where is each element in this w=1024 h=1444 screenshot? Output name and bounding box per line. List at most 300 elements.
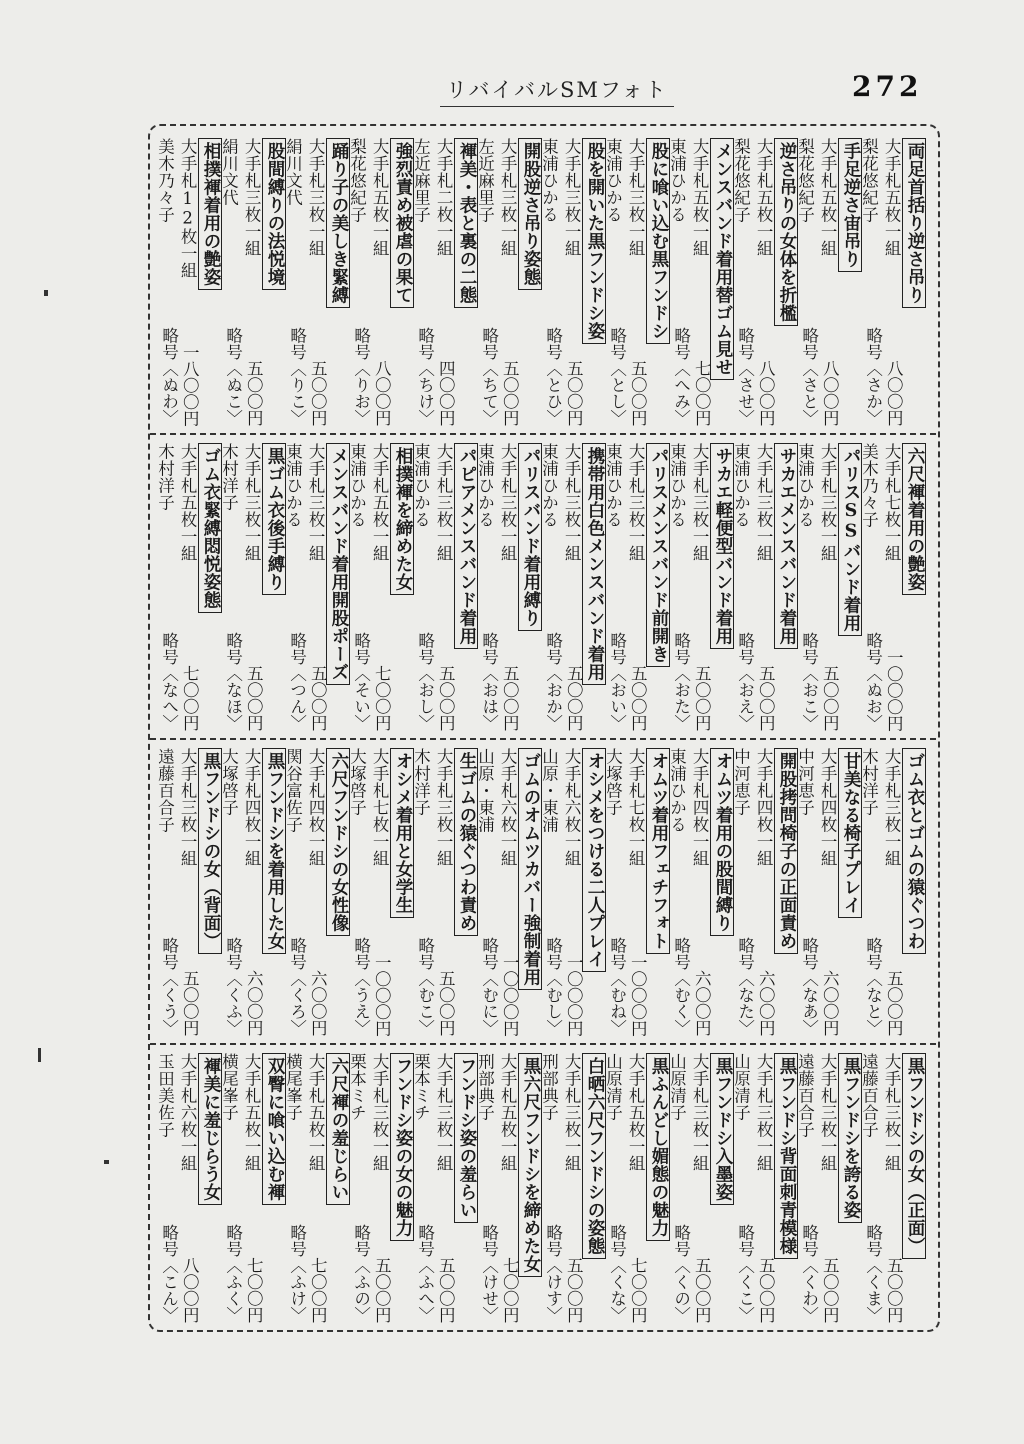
entry-set-size: 大手札三枚一組 <box>306 138 326 257</box>
entry-set-size: 大手札五枚一組 <box>882 138 902 257</box>
entry-set-size: 大手札三枚一組 <box>434 748 454 867</box>
entry-code: 略号〈けせ〉 <box>479 1224 499 1323</box>
entry-order-info <box>542 327 583 426</box>
entry-code: 略号〈ちて〉 <box>479 327 499 426</box>
entry-set-size: 大手札二枚一組 <box>434 138 454 257</box>
entry-order-info <box>542 632 583 731</box>
entry-code: 略号〈ぬお〉 <box>863 632 883 731</box>
entry-order-info <box>734 632 775 731</box>
catalog-entry <box>603 441 670 731</box>
entry-set-size: 大手札三枚一組 <box>626 443 646 562</box>
catalog-entry <box>795 746 862 1036</box>
entry-code: 略号〈くの〉 <box>671 1224 691 1323</box>
catalog-entry <box>859 441 926 731</box>
entry-price: 五〇〇円 <box>500 360 520 426</box>
entry-price: 五〇〇円 <box>692 1257 712 1323</box>
entry-code: 略号〈なと〉 <box>863 937 883 1036</box>
entry-title: 相撲褌着用の艶姿 <box>198 138 222 290</box>
entry-price: 八〇〇円 <box>180 1257 200 1323</box>
entry-set-size: 大手札六枚一組 <box>562 748 582 867</box>
entry-model: 横尾峯子 <box>219 1053 239 1121</box>
entry-price: 一八〇〇円 <box>180 343 200 426</box>
entry-order-info <box>222 327 263 426</box>
entry-price: 五〇〇円 <box>564 665 584 731</box>
entry-title: 六尺フンドシの女性像 <box>326 748 350 936</box>
entry-set-size: 大手札三枚一組 <box>242 138 262 257</box>
entry-order-info <box>670 327 711 426</box>
entry-title: 逆さ吊りの女体を折檻 <box>774 138 798 326</box>
catalog-entry <box>731 136 798 426</box>
entry-model: 玉田美佐子 <box>155 1053 175 1138</box>
band-divider <box>150 738 936 740</box>
entry-model: 美木乃々子 <box>859 443 879 528</box>
entry-model: 左近麻里子 <box>411 138 431 223</box>
catalog-entry <box>539 441 606 731</box>
entry-model: 東浦ひかる <box>539 138 559 223</box>
entry-model: 東浦ひかる <box>347 443 367 528</box>
entry-price: 五〇〇円 <box>756 1257 776 1323</box>
entry-title: メンスバンド着用開股ポーズ <box>326 443 350 685</box>
entry-title: 黒ふんどし媚態の魅力 <box>646 1053 670 1241</box>
entry-code: 略号〈とし〉 <box>607 327 627 426</box>
entry-title: 褌美・表と裏の二態 <box>454 138 478 308</box>
entry-set-size: 大手札三枚一組 <box>562 138 582 257</box>
entry-order-info <box>158 632 199 731</box>
catalog-entry <box>411 136 478 426</box>
entry-model: 東浦ひかる <box>667 748 687 833</box>
entry-order-info <box>606 937 647 1036</box>
entry-set-size: 大手札三枚一組 <box>818 443 838 562</box>
entry-model: 梨花悠紀子 <box>859 138 879 223</box>
entry-order-info <box>734 1224 775 1323</box>
entry-code: 略号〈ちけ〉 <box>415 327 435 426</box>
entry-model: 東浦ひかる <box>283 443 303 528</box>
entry-order-info <box>862 1224 903 1323</box>
catalog-entry <box>667 441 734 731</box>
entry-code: 略号〈くふ〉 <box>223 937 243 1036</box>
entry-model: 木村洋子 <box>155 443 175 511</box>
entry-title: 黒フンドシの女（背面） <box>198 748 222 954</box>
catalog-entry <box>795 136 862 426</box>
entry-order-info <box>862 937 903 1036</box>
entry-price: 五〇〇円 <box>436 665 456 731</box>
catalog-entry <box>475 441 542 731</box>
entry-code: 略号〈くろ〉 <box>287 937 307 1036</box>
entry-code: 略号〈うえ〉 <box>351 937 371 1036</box>
catalog-entry <box>347 441 414 731</box>
entry-model: 左近麻里子 <box>475 138 495 223</box>
catalog-entry <box>219 746 286 1036</box>
entry-title: ゴムのオムツカバー強制着用 <box>518 748 542 990</box>
entry-code: 略号〈おか〉 <box>543 632 563 731</box>
entry-order-info <box>478 937 519 1036</box>
entry-set-size: 大手札五枚一組 <box>370 443 390 562</box>
entry-set-size: 大手札六枚一組 <box>178 1053 198 1172</box>
entry-order-info <box>478 632 519 731</box>
entry-model: 木村洋子 <box>219 443 239 511</box>
entry-code: 略号〈ふく〉 <box>223 1224 243 1323</box>
entry-model: 栗本ミチ <box>347 1053 367 1121</box>
catalog-entry <box>411 1051 478 1323</box>
entry-set-size: 大手札三枚一組 <box>306 443 326 562</box>
entry-order-info <box>222 1224 263 1323</box>
entry-code: 略号〈おい〉 <box>607 632 627 731</box>
entry-set-size: 大手札七枚一組 <box>370 748 390 867</box>
entry-title: サカエメンスバンド着用 <box>774 443 798 649</box>
entry-title: 甘美なる椅子プレイ <box>838 748 862 918</box>
entry-model: 刑部典子 <box>475 1053 495 1121</box>
entry-code: 略号〈くう〉 <box>159 937 179 1036</box>
entry-set-size: 大手札三枚一組 <box>690 443 710 562</box>
entry-set-size: 大手札三枚一組 <box>754 1053 774 1172</box>
entry-title: パリスメンスバンド前開き <box>646 443 670 667</box>
entry-price: 七〇〇円 <box>180 665 200 731</box>
entry-title: 黒フンドシを誇る姿 <box>838 1053 862 1223</box>
entry-order-info <box>286 1224 327 1323</box>
entry-title: パピアメンスバンド着用 <box>454 443 478 649</box>
catalog-entry <box>283 746 350 1036</box>
entry-order-info <box>158 327 199 426</box>
entry-order-info <box>478 327 519 426</box>
entry-code: 略号〈なあ〉 <box>799 937 819 1036</box>
entry-price: 五〇〇円 <box>308 665 328 731</box>
entry-set-size: 大手札三枚一組 <box>690 1053 710 1172</box>
entry-model: 東浦ひかる <box>603 443 623 528</box>
entry-model: 梨花悠紀子 <box>731 138 751 223</box>
entry-code: 略号〈ふの〉 <box>351 1224 371 1323</box>
page-number: 272 <box>852 70 923 103</box>
entry-model: 横尾峯子 <box>283 1053 303 1121</box>
margin-mark <box>38 1048 41 1062</box>
entry-title: 白晒六尺フンドシの姿態 <box>582 1053 606 1259</box>
entry-price: 五〇〇円 <box>884 1257 904 1323</box>
entry-order-info <box>414 327 455 426</box>
entry-order-info <box>414 632 455 731</box>
entry-title: オムツ着用フェチフォト <box>646 748 670 954</box>
entry-price: 五〇〇円 <box>564 360 584 426</box>
entry-title: 開股拷問椅子の正面責め <box>774 748 798 954</box>
entry-price: 六〇〇円 <box>308 970 328 1036</box>
entry-order-info <box>862 327 903 426</box>
catalog-entry <box>475 746 542 1036</box>
entry-set-size: 大手札五枚一組 <box>754 138 774 257</box>
entry-order-info <box>606 1224 647 1323</box>
entry-title: 黒ゴム衣後手縛り <box>262 443 286 595</box>
entry-model: 東浦ひかる <box>667 138 687 223</box>
entry-order-info <box>350 632 391 731</box>
entry-title: 両足首括り逆さ吊り <box>902 138 926 308</box>
entry-title: フンドシ姿の女の魅力 <box>390 1053 414 1241</box>
entry-code: 略号〈おた〉 <box>671 632 691 731</box>
entry-order-info <box>350 327 391 426</box>
entry-set-size: 大手札四枚一組 <box>818 748 838 867</box>
entry-set-size: 大手札五枚一組 <box>690 138 710 257</box>
entry-order-info <box>478 1224 519 1323</box>
catalog-entry <box>347 746 414 1036</box>
entry-title: 双臀に喰い込む褌 <box>262 1053 286 1205</box>
entry-title: ゴム衣緊縛悶悦姿態 <box>198 443 222 613</box>
entry-title: パリスバンド着用縛り <box>518 443 542 631</box>
entry-title: 黒フンドシを着用した女 <box>262 748 286 954</box>
entry-code: 略号〈そい〉 <box>351 632 371 731</box>
entry-model: 東浦ひかる <box>539 443 559 528</box>
catalog-entry <box>603 746 670 1036</box>
entry-title: 黒フンドシ入墨姿 <box>710 1053 734 1205</box>
catalog-entry <box>155 441 222 731</box>
entry-model: 刑部典子 <box>539 1053 559 1121</box>
entry-code: 略号〈むこ〉 <box>415 937 435 1036</box>
entry-set-size: 大手札六枚一組 <box>498 748 518 867</box>
entry-code: 略号〈おは〉 <box>479 632 499 731</box>
margin-mark <box>44 290 48 296</box>
entry-price: 五〇〇円 <box>436 970 456 1036</box>
catalog-band-4 <box>155 1051 926 1323</box>
catalog-entry <box>539 746 606 1036</box>
entry-order-info <box>606 327 647 426</box>
entry-model: 東浦ひかる <box>667 443 687 528</box>
entry-order-info <box>734 327 775 426</box>
entry-price: 六〇〇円 <box>820 970 840 1036</box>
entry-model: 梨花悠紀子 <box>795 138 815 223</box>
entry-price: 七〇〇円 <box>500 1257 520 1323</box>
entry-order-info <box>158 937 199 1036</box>
catalog-entry <box>667 136 734 426</box>
entry-order-info <box>286 327 327 426</box>
catalog-entry <box>283 136 350 426</box>
entry-code: 略号〈ぬわ〉 <box>159 327 179 426</box>
entry-price: 七〇〇円 <box>308 1257 328 1323</box>
entry-order-info <box>350 1224 391 1323</box>
entry-price: 六〇〇円 <box>756 970 776 1036</box>
entry-set-size: 大手札三枚一組 <box>498 443 518 562</box>
entry-title: 六尺褌の羞じらい <box>326 1053 350 1205</box>
entry-model: 山原清子 <box>667 1053 687 1121</box>
entry-code: 略号〈くま〉 <box>863 1224 883 1323</box>
entry-code: 略号〈つん〉 <box>287 632 307 731</box>
entry-model: 遠藤百合子 <box>155 748 175 833</box>
entry-model: 東浦ひかる <box>411 443 431 528</box>
entry-model: 山原清子 <box>731 1053 751 1121</box>
catalog-entry <box>859 1051 926 1323</box>
entry-model: 大塚啓子 <box>347 748 367 816</box>
entry-title: 相撲褌を締めた女 <box>390 443 414 595</box>
entry-model: 大塚啓子 <box>603 748 623 816</box>
entry-code: 略号〈さか〉 <box>863 327 883 426</box>
entry-code: 略号〈けす〉 <box>543 1224 563 1323</box>
catalog-band-3 <box>155 746 926 1036</box>
entry-order-info <box>286 632 327 731</box>
entry-model: 木村洋子 <box>411 748 431 816</box>
catalog-entry <box>795 441 862 731</box>
entry-title: 踊り子の美しき緊縛 <box>326 138 350 308</box>
catalog-entry <box>667 746 734 1036</box>
entry-price: 五〇〇円 <box>500 665 520 731</box>
band-divider <box>150 1043 936 1045</box>
entry-title: 手足逆さ宙吊り <box>838 138 862 272</box>
entry-order-info <box>670 632 711 731</box>
entry-price: 五〇〇円 <box>564 1257 584 1323</box>
catalog-entry <box>283 441 350 731</box>
entry-order-info <box>414 1224 455 1323</box>
entry-code: 略号〈ふけ〉 <box>287 1224 307 1323</box>
entry-code: 略号〈おし〉 <box>415 632 435 731</box>
entry-set-size: 大手札三枚一組 <box>626 138 646 257</box>
entry-set-size: 大手札五枚一組 <box>178 443 198 562</box>
entry-set-size: 大手札三枚一組 <box>434 443 454 562</box>
entry-price: 六〇〇円 <box>692 970 712 1036</box>
entry-model: 山原・東浦 <box>539 748 559 833</box>
entry-order-info <box>158 1224 199 1323</box>
catalog-entry <box>219 1051 286 1323</box>
entry-model: 東浦ひかる <box>603 138 623 223</box>
entry-price: 八〇〇円 <box>756 360 776 426</box>
entry-price: 五〇〇円 <box>884 970 904 1036</box>
catalog-entry <box>219 441 286 731</box>
catalog-entry <box>731 441 798 731</box>
entry-set-size: 大手札三枚一組 <box>370 1053 390 1172</box>
entry-set-size: 大手札五枚一組 <box>498 1053 518 1172</box>
entry-price: 七〇〇円 <box>628 1257 648 1323</box>
entry-price: 一〇〇〇円 <box>628 953 648 1036</box>
entry-price: 五〇〇円 <box>820 665 840 731</box>
entry-price: 五〇〇円 <box>692 665 712 731</box>
catalog-entry <box>603 136 670 426</box>
entry-price: 五〇〇円 <box>628 360 648 426</box>
entry-title: オシメ着用と女学生 <box>390 748 414 918</box>
catalog-entry <box>411 746 478 1036</box>
entry-set-size: 大手札四枚一組 <box>754 748 774 867</box>
entry-model: 中河恵子 <box>731 748 751 816</box>
entry-title: サカエ軽便型バンド着用 <box>710 443 734 649</box>
entry-set-size: 大手札三枚一組 <box>818 1053 838 1172</box>
entry-price: 四〇〇円 <box>436 360 456 426</box>
entry-model: 木村洋子 <box>859 748 879 816</box>
entry-set-size: 大手札三枚一組 <box>754 443 774 562</box>
entry-title: 黒六尺フンドシを締めた女 <box>518 1053 542 1277</box>
entry-title: 生ゴムの猿ぐつわ責め <box>454 748 478 936</box>
entry-code: 略号〈むに〉 <box>479 937 499 1036</box>
entry-order-info <box>862 632 903 731</box>
entry-code: 略号〈ふへ〉 <box>415 1224 435 1323</box>
entry-model: 絹川文代 <box>219 138 239 206</box>
catalog-entry <box>155 136 222 426</box>
entry-code: 略号〈むし〉 <box>543 937 563 1036</box>
entry-code: 略号〈さと〉 <box>799 327 819 426</box>
catalog-entry <box>859 746 926 1036</box>
catalog-entry <box>603 1051 670 1323</box>
entry-code: 略号〈なほ〉 <box>223 632 243 731</box>
catalog-entry <box>283 1051 350 1323</box>
entry-title: オシメをつける二人プレイ <box>582 748 606 972</box>
entry-code: 略号〈なた〉 <box>735 937 755 1036</box>
entry-title: 股に喰い込む黒フンドシ <box>646 138 670 344</box>
catalog-entry <box>155 746 222 1036</box>
entry-code: 略号〈へみ〉 <box>671 327 691 426</box>
catalog-entry <box>539 136 606 426</box>
catalog-entry <box>539 1051 606 1323</box>
entry-title: オムツ着用の股間縛り <box>710 748 734 936</box>
entry-model: 美木乃々子 <box>155 138 175 223</box>
entry-order-info <box>222 632 263 731</box>
entry-order-info <box>670 937 711 1036</box>
entry-code: 略号〈りお〉 <box>351 327 371 426</box>
entry-title: 開股逆さ吊り姿態 <box>518 138 542 290</box>
entry-price: 一〇〇〇円 <box>564 953 584 1036</box>
entry-model: 山原清子 <box>603 1053 623 1121</box>
margin-mark <box>104 1160 109 1164</box>
entry-set-size: 大手札四枚一組 <box>306 748 326 867</box>
band-divider <box>150 433 936 435</box>
entry-code: 略号〈むく〉 <box>671 937 691 1036</box>
entry-price: 七〇〇円 <box>244 1257 264 1323</box>
entry-code: 略号〈むね〉 <box>607 937 627 1036</box>
entry-title: ゴム衣とゴムの猿ぐつわ <box>902 748 926 954</box>
entry-set-size: 大手札三枚一組 <box>562 443 582 562</box>
entry-price: 五〇〇円 <box>308 360 328 426</box>
entry-model: 梨花悠紀子 <box>347 138 367 223</box>
entry-model: 東浦ひかる <box>475 443 495 528</box>
entry-code: 略号〈おえ〉 <box>735 632 755 731</box>
entry-set-size: 大手札三枚一組 <box>178 748 198 867</box>
entry-code: 略号〈おこ〉 <box>799 632 819 731</box>
catalog-entry <box>731 1051 798 1323</box>
entry-code: 略号〈とひ〉 <box>543 327 563 426</box>
entry-title: フンドシ姿の羞らい <box>454 1053 478 1223</box>
entry-set-size: 大手札五枚一組 <box>242 1053 262 1172</box>
running-header-title: リバイバルSMフォト <box>440 74 674 107</box>
entry-title: 黒フンドシ背面刺青模様 <box>774 1053 798 1259</box>
catalog-entry <box>347 136 414 426</box>
entry-price: 五〇〇円 <box>436 1257 456 1323</box>
entry-model: 絹川文代 <box>283 138 303 206</box>
entry-set-size: 大手札12枚一組 <box>178 138 198 279</box>
entry-price: 一〇〇〇円 <box>884 648 904 731</box>
entry-title: 六尺褌着用の艶姿 <box>902 443 926 595</box>
entry-set-size: 大手札三枚一組 <box>434 1053 454 1172</box>
catalog-entry <box>475 136 542 426</box>
entry-title: 褌美に羞じらう女 <box>198 1053 222 1205</box>
entry-code: 略号〈なへ〉 <box>159 632 179 731</box>
catalog-entry <box>155 1051 222 1323</box>
entry-order-info <box>670 1224 711 1323</box>
entry-price: 五〇〇円 <box>628 665 648 731</box>
entry-price: 六〇〇円 <box>244 970 264 1036</box>
entry-set-size: 大手札五枚一組 <box>306 1053 326 1172</box>
entry-title: パリスSSバンド着用 <box>838 443 862 636</box>
entry-order-info <box>286 937 327 1036</box>
entry-model: 中河恵子 <box>795 748 815 816</box>
entry-code: 略号〈ぬこ〉 <box>223 327 243 426</box>
entry-title: 携帯用白色メンスバンド着用 <box>582 443 606 685</box>
entry-model: 大塚啓子 <box>219 748 239 816</box>
entry-order-info <box>350 937 391 1036</box>
entry-code: 略号〈こん〉 <box>159 1224 179 1323</box>
entry-set-size: 大手札五枚一組 <box>370 138 390 257</box>
entry-title: 強烈責め被虐の果て <box>390 138 414 308</box>
entry-code: 略号〈くわ〉 <box>799 1224 819 1323</box>
entry-code: 略号〈くこ〉 <box>735 1224 755 1323</box>
entry-order-info <box>542 937 583 1036</box>
entry-title: メンスバンド着用替ゴム見せ <box>710 138 734 380</box>
entry-set-size: 大手札三枚一組 <box>562 1053 582 1172</box>
catalog-entry <box>347 1051 414 1323</box>
entry-order-info <box>414 937 455 1036</box>
entry-set-size: 大手札七枚一組 <box>626 748 646 867</box>
entry-model: 遠藤百合子 <box>795 1053 815 1138</box>
catalog-entry <box>667 1051 734 1323</box>
entry-title: 黒フンドシの女（正面） <box>902 1053 926 1259</box>
entry-price: 八〇〇円 <box>884 360 904 426</box>
